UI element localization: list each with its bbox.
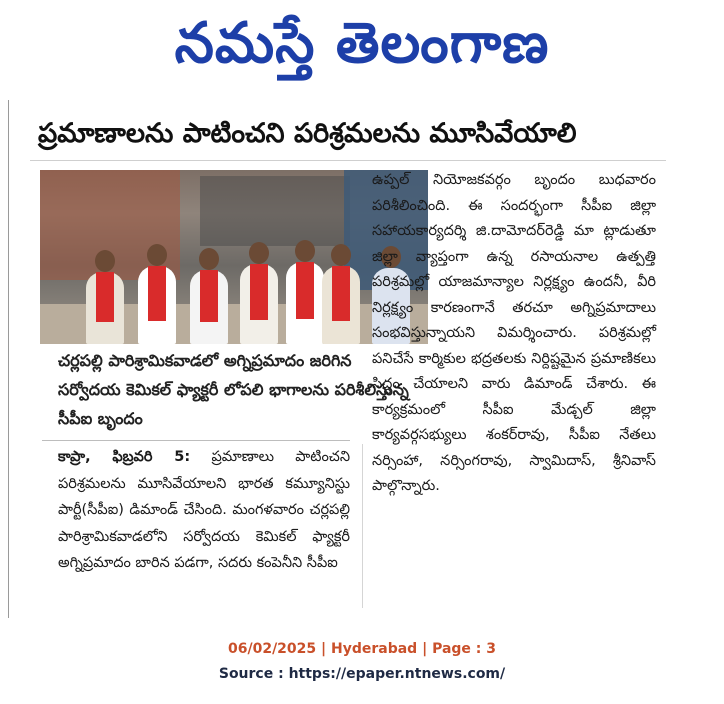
- article-headline: ప్రమాణాలను పాటించని పరిశ్రమలను మూసివేయాలి: [38, 118, 577, 149]
- photo-person: [286, 262, 324, 344]
- caption-divider: [42, 440, 350, 441]
- photo-person: [138, 266, 176, 344]
- article-photo: [40, 170, 428, 344]
- article-body-right: ఉప్పల్ నియోజకవర్గం బృందం బుధవారం పరిశీలించింది. ఈ సందర్భంగా సీపీఐ జిల్లా సహాయకార్యదర్శి జి.దామోదర్‌రెడ్డి మా ట్లాడుతూ జిల్లా వ్యాప్తంగా ఉన్న రసాయనాల ఉత్పత్తి పరిశ్రమల్లో యాజమాన్యాల నిర్లక్ష్యం ఉందనీ, వీరి నిర్లక్ష్యం కారణంగానే తరచూ అగ్నిప్రమాదాలు సంభవిస్తున్నాయని విమర్శించారు. పరిశ్రమల్లో పనిచేసే కార్మికుల భద్రతలకు నిర్దిష్టమైన ప్రమాణికలు సిద్ధం చేయాలని వారు డిమాండ్ చేశారు. ఈ కార్యక్రమంలో సీపీఐ మేడ్చల్ జిల్లా కార్యవర్గసభ్యులు శంకర్‌రావు, సీపీఐ నేతలు నర్సింహా, నర్సింగరావు, స్వామిదాస్, శ్రీనివాస్ పాల్గొన్నారు.: [372, 172, 656, 494]
- footer-source: Source : https://epaper.ntnews.com/: [218, 666, 506, 682]
- photo-person: [190, 270, 228, 344]
- article-body-left: [58, 444, 350, 577]
- article-dateline: కాప్రా, ఫిబ్రవరి 5:: [58, 449, 191, 465]
- photo-caption: చర్లపల్లి పారిశ్రామికవాడలో అగ్నిప్రమాదం జరిగిన సర్వోదయ కెమికల్ ఫ్యాక్టరీ లోపలి భాగాలను పరిశీలిస్తున్న సీపీఐ బృందం: [58, 351, 409, 428]
- photo-debris: [200, 176, 350, 246]
- photo-person: [86, 272, 124, 344]
- column-divider: [362, 444, 363, 608]
- headline-divider: [30, 160, 666, 161]
- article-body-left-text: ప్రమాణాలు పాటించని పరిశ్రమలను మూసివేయాలని భారత కమ్యూనిస్టు పార్టీ(సీపీఐ) డిమాండ్ చేసింది. మంగళవారం చర్లపల్లి పారిశ్రామికవాడలోని సర్వోదయ కెమికల్ ఫ్యాక్టరీ అగ్నిప్రమాదం బారిన పడగా, సదరు కంపెనీని సీపీఐ: [58, 449, 350, 571]
- footer-date-edition: 06/02/2025 | Hyderabad | Page : 3: [227, 641, 497, 657]
- photo-person: [240, 264, 278, 344]
- newspaper-masthead: నమస్తే తెలంగాణ: [174, 11, 550, 76]
- photo-person: [322, 266, 360, 344]
